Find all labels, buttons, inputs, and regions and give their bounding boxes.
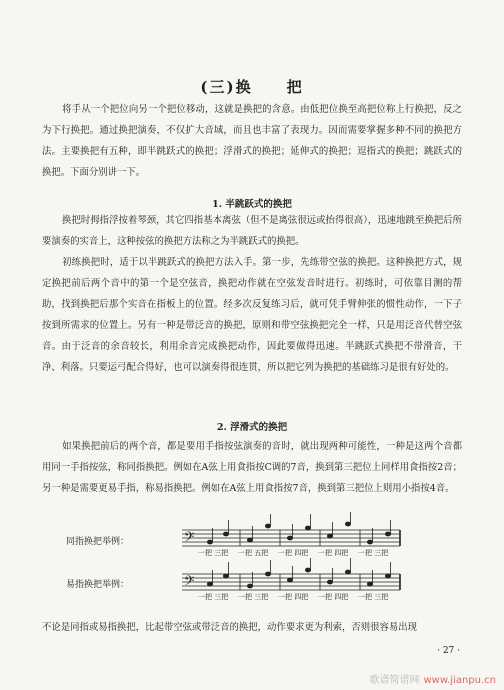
section2-heading: 2. 浮滑式的换把 bbox=[216, 422, 288, 433]
watermark-site-name: 歌谱简谱网 bbox=[369, 675, 420, 686]
section1-p2-text: 初练换把时，适于以半跳跃式的换把方法入手。第一步，先练带空弦的换把。这种换把方式，规定换把前后两个音中的第一个是空弦音，换把动作就在空弦发音时进行。初练时，可依靠目测的帮助，找到换把后那个实音在指板上的位置。经多次反复练习后，就可凭手臂伸张的惯性动作，一下子按到所需求的位置上。另有一种是带泛音的换把，原则和带空弦换把完全一样，只是用泛音代替空弦音。由于泛音的余音较长，利用余音完成换把动作，因此要做得迅速。半跳跃式换把不带滑音，干净、利落。只要运弓配合得好，也可以演奏得很连贯，所以把它列为换把的基础练习是很有好处的。 bbox=[42, 257, 462, 373]
fingering-label: 一把 四把 bbox=[318, 593, 349, 601]
intro-text: 将手从一个把位向另一个把位移动，这就是换把的含意。由低把位换至高把位称上行换把，反之为下行换把。通过换把演奏，不仅扩大音域，而且也丰富了表现力。因而需要掌握多种不同的换把方法。主要换把有五种，即半跳跃式的换把；浮滑式的换把；延伸式的换把；逗指式的换把；跳跃式的换把。下面分别讲一下。 bbox=[42, 104, 462, 178]
section1-p1-text: 换把时拇指浮按着琴颈，其它四指基本离弦（但不是离弦很远或抬得很高），迅速地跳至换把后所要演奏的实音上，这种按弦的换把方法称之为半跳跃式的换把。 bbox=[42, 215, 462, 247]
section1-heading: 1. 半跳跃式的换把 bbox=[212, 199, 292, 210]
watermark-url: www.jianpu.cn bbox=[423, 675, 496, 686]
fingering-label: 一把 三把 bbox=[198, 593, 229, 601]
footer-paragraph: 不论是同指或易指换把，比起带空弦或带泛音的换把，动作要求更为利索，否则很容易出现 bbox=[42, 622, 418, 633]
fingering-label: 一把 四把 bbox=[278, 593, 309, 601]
section1-paragraph-1 bbox=[42, 210, 462, 252]
section2-p1-text: 如果换把前后的两个音，都是要用手指按弦演奏的音时，就出现两种可能性，一种是这两个音都用同一手指按弦，称同指换把。例如在A弦上用食指按C调的7音，换到第三把位上同样用食指按2音；另一种是需要更易手指，称易指换把。例如在A弦上用食指按7音，换到第三把位上则用小指按4音。 bbox=[42, 441, 462, 494]
page-number: · 27 · bbox=[437, 646, 460, 656]
fingering-label: 一把 三把 bbox=[238, 593, 269, 601]
example-change-finger-label: 易指换把举例： bbox=[66, 580, 130, 590]
svg-text:𝄢: 𝄢 bbox=[184, 573, 195, 592]
fingering-label: 一把 三把 bbox=[198, 549, 229, 557]
intro-paragraph bbox=[42, 99, 462, 183]
site-watermark bbox=[369, 671, 496, 686]
section-title: (三)换 把 bbox=[200, 78, 304, 96]
fingering-label: 一把 三把 bbox=[358, 593, 389, 601]
svg-text:𝄢: 𝄢 bbox=[184, 529, 195, 548]
fingering-label: 一把 四把 bbox=[278, 549, 309, 557]
music-staff-change-finger bbox=[182, 556, 402, 614]
section1-paragraph-2 bbox=[42, 252, 462, 378]
fingering-label: 一把 三把 bbox=[358, 549, 389, 557]
fingering-label: 一把 四把 bbox=[318, 549, 349, 557]
fingering-label: 一把 五把 bbox=[238, 549, 269, 557]
section2-paragraph-1 bbox=[42, 436, 462, 499]
example-same-finger-label: 同指换把举例： bbox=[66, 537, 130, 547]
